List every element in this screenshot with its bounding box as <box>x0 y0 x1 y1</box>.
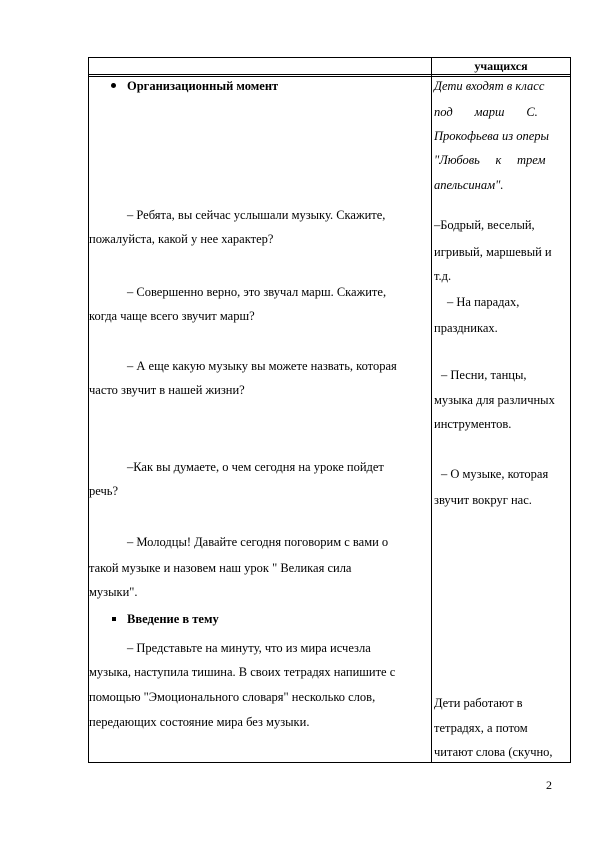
bullet-dot-icon <box>111 83 116 88</box>
teacher-question-4-line-1: –Как вы думаете, о чем сегодня на уроке пойдет <box>127 460 384 474</box>
student-answer-4-line-2: звучит вокруг нас. <box>434 493 532 507</box>
table-column-divider <box>431 57 432 763</box>
student-answer-3-line-1: – Песни, танцы, <box>441 368 527 382</box>
teacher-question-2-line-1: – Совершенно верно, это звучал марш. Скажите, <box>127 285 387 299</box>
student-answer-2-line-2: праздниках. <box>434 321 498 335</box>
student-answer-1-line-2: игривый, маршевый и <box>434 245 552 259</box>
student-answer-1-line-1: –Бодрый, веселый, <box>434 218 535 232</box>
section-title-introduction: Введение в тему <box>127 612 219 626</box>
student-activity-5-line-3: читают слова (скучно, <box>434 745 553 759</box>
table-right-border <box>570 57 571 763</box>
section-title-organizational: Организационный момент <box>127 79 279 93</box>
teacher-question-1-line-1: – Ребята, вы сейчас услышали музыку. Скажите, <box>127 208 386 222</box>
teacher-statement-5-line-3: музыки". <box>89 585 138 599</box>
student-answer-2-line-1: – На парадах, <box>447 295 520 309</box>
teacher-question-2-line-2: когда чаще всего звучит марш? <box>89 309 255 323</box>
bullet-square-icon <box>112 617 116 621</box>
teacher-task-6-line-4: передающих состояние мира без музыки. <box>89 715 310 729</box>
column-header-students: учащихся <box>474 59 528 73</box>
student-activity-0-line-1: Дети входят в класс <box>434 79 545 93</box>
teacher-question-4-line-2: речь? <box>89 484 119 498</box>
teacher-question-1-line-2: пожалуйста, какой у нее характер? <box>89 232 274 246</box>
student-activity-0-line-3: Прокофьева из оперы <box>434 129 549 143</box>
student-answer-1-line-3: т.д. <box>434 269 452 283</box>
teacher-statement-5-line-2: такой музыке и назовем наш урок " Великая сила <box>89 561 352 575</box>
teacher-task-6-line-1: – Представьте на минуту, что из мира исчезла <box>127 641 371 655</box>
page-number: 2 <box>546 778 552 792</box>
student-activity-0-line-5: апельсинам". <box>434 178 504 192</box>
table-left-border <box>88 57 89 763</box>
student-answer-4-line-1: – О музыке, которая <box>441 467 549 481</box>
student-answer-3-line-3: инструментов. <box>434 417 512 431</box>
teacher-question-3-line-1: – А еще какую музыку вы можете назвать, которая <box>127 359 397 373</box>
student-activity-5-line-1: Дети работают в <box>434 696 523 710</box>
student-activity-0-line-2: под марш С. <box>434 105 538 119</box>
student-activity-0-line-4: "Любовь к трем <box>434 153 546 167</box>
teacher-task-6-line-3: помощью "Эмоционального словаря" несколько слов, <box>89 690 376 704</box>
student-answer-3-line-2: музыка для различных <box>434 393 555 407</box>
teacher-statement-5-line-1: – Молодцы! Давайте сегодня поговорим с вами о <box>127 535 389 549</box>
teacher-question-3-line-2: часто звучит в нашей жизни? <box>89 383 245 397</box>
teacher-task-6-line-2: музыка, наступила тишина. В своих тетрадях напишите с <box>89 665 396 679</box>
student-activity-5-line-2: тетрадях, а потом <box>434 721 528 735</box>
